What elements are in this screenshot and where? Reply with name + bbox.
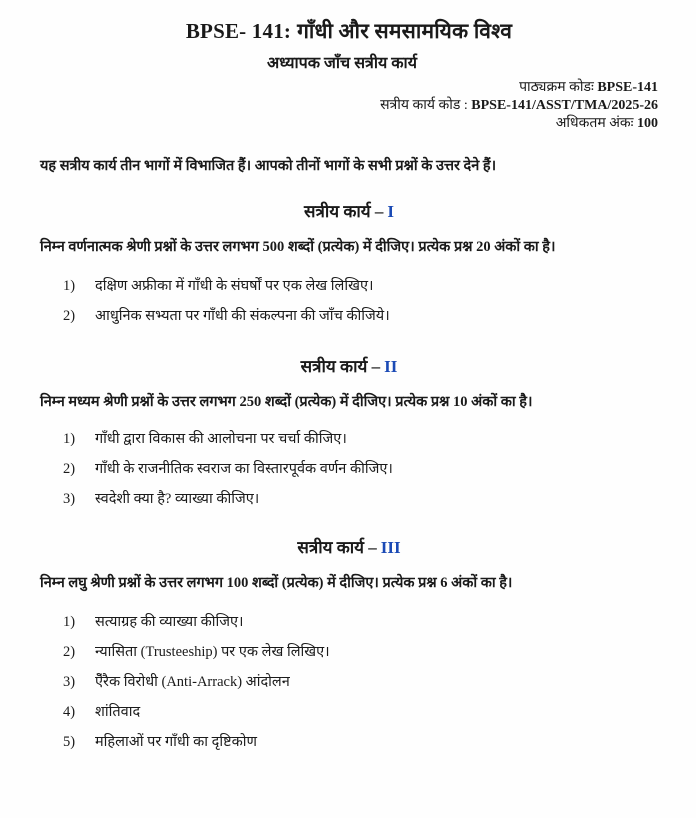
section-2-heading-label: सत्रीय कार्य – bbox=[300, 357, 381, 376]
question-text: शांतिवाद bbox=[95, 704, 141, 720]
section-3-heading bbox=[40, 537, 658, 559]
question-number: 3) bbox=[63, 674, 76, 690]
course-code-label: पाठ्यक्रम कोडः bbox=[519, 80, 598, 95]
page-title bbox=[40, 18, 658, 45]
course-code-value: BPSE-141 bbox=[597, 80, 658, 95]
max-marks-value: 100 bbox=[637, 116, 658, 131]
section-1-numeral: I bbox=[387, 202, 395, 221]
section-1-instruction: निम्न वर्णनात्मक श्रेणी प्रश्नों के उत्तर लगभग 500 शब्दों (प्रत्येक) में दीजिए। प्रत्येक प्रश्न 20 अंकों का है। bbox=[40, 239, 556, 255]
question-number: 2) bbox=[63, 461, 76, 477]
question-row bbox=[40, 490, 658, 509]
section-3 bbox=[40, 537, 658, 752]
course-code-in-title: BPSE- 141: bbox=[185, 19, 292, 43]
section-1-questions bbox=[40, 277, 658, 326]
question-text: सत्याग्रह की व्याख्या कीजिए। bbox=[95, 614, 244, 630]
section-1-heading-label: सत्रीय कार्य – bbox=[303, 202, 384, 221]
section-3-instruction: निम्न लघु श्रेणी प्रश्नों के उत्तर लगभग 100 शब्दों (प्रत्येक) में दीजिए। प्रत्येक प्रश्न 6 अंकों का है। bbox=[40, 575, 513, 591]
assignment-code-label: सत्रीय कार्य कोड : bbox=[380, 98, 472, 113]
assignment-code-line bbox=[40, 97, 658, 115]
question-number: 2) bbox=[63, 308, 76, 324]
section-3-questions bbox=[40, 613, 658, 752]
section-2 bbox=[40, 356, 658, 509]
question-number: 5) bbox=[63, 734, 76, 750]
section-2-heading bbox=[40, 356, 658, 378]
assignment-code-value: BPSE-141/ASST/TMA/2025-26 bbox=[471, 98, 658, 113]
question-row bbox=[40, 643, 658, 662]
course-title-hindi: गाँधी और समसामयिक विश्व bbox=[297, 19, 513, 43]
question-number: 2) bbox=[63, 644, 76, 660]
question-number: 1) bbox=[63, 278, 76, 294]
section-2-numeral: II bbox=[384, 357, 398, 376]
max-marks-label: अधिकतम अंकः bbox=[555, 116, 637, 131]
assignment-subtitle: अध्यापक जाँच सत्रीय कार्य bbox=[266, 55, 417, 72]
question-text: ऐॅरैक विरोधी (Anti-Arrack) आंदोलन bbox=[95, 674, 290, 690]
question-text: दक्षिण अफ्रीका में गाँधी के संघर्षों पर एक लेख लिखिए। bbox=[95, 278, 374, 294]
question-text: आधुनिक सभ्यता पर गाँधी की संकल्पना की जाँच कीजिये। bbox=[95, 308, 390, 324]
question-row bbox=[40, 613, 658, 632]
course-code-line bbox=[40, 79, 658, 97]
section-1-heading bbox=[40, 201, 658, 223]
question-row bbox=[40, 733, 658, 752]
max-marks-line bbox=[40, 115, 658, 133]
question-text: गाँधी द्वारा विकास की आलोचना पर चर्चा कीजिए। bbox=[95, 431, 347, 447]
question-text: स्वदेशी क्या है? व्याख्या कीजिए। bbox=[95, 491, 260, 507]
question-number: 1) bbox=[63, 614, 76, 630]
question-row bbox=[40, 460, 658, 479]
question-row bbox=[40, 703, 658, 722]
intro-text: यह सत्रीय कार्य तीन भागों में विभाजित हैं। आपको तीनों भागों के सभी प्रश्नों के उत्तर देने हैं। bbox=[40, 158, 497, 174]
section-1 bbox=[40, 201, 658, 326]
question-text: न्यासिता (Trusteeship) पर एक लेख लिखिए। bbox=[95, 644, 330, 660]
section-2-questions bbox=[40, 430, 658, 509]
question-text: गाँधी के राजनीतिक स्वराज का विस्तारपूर्वक वर्णन कीजिए। bbox=[95, 461, 393, 477]
section-3-numeral: III bbox=[380, 538, 401, 557]
section-2-instruction: निम्न मध्यम श्रेणी प्रश्नों के उत्तर लगभग 250 शब्दों (प्रत्येक) में दीजिए। प्रत्येक प्रश्न 10 अंकों का है। bbox=[40, 394, 533, 410]
question-number: 3) bbox=[63, 491, 76, 507]
question-number: 1) bbox=[63, 431, 76, 447]
question-text: महिलाओं पर गाँधी का दृष्टिकोण bbox=[95, 734, 257, 750]
question-number: 4) bbox=[63, 704, 76, 720]
question-row bbox=[40, 673, 658, 692]
question-row bbox=[40, 307, 658, 326]
question-row bbox=[40, 277, 658, 296]
meta-block bbox=[40, 79, 658, 133]
section-3-heading-label: सत्रीय कार्य – bbox=[297, 538, 377, 557]
question-row bbox=[40, 430, 658, 449]
